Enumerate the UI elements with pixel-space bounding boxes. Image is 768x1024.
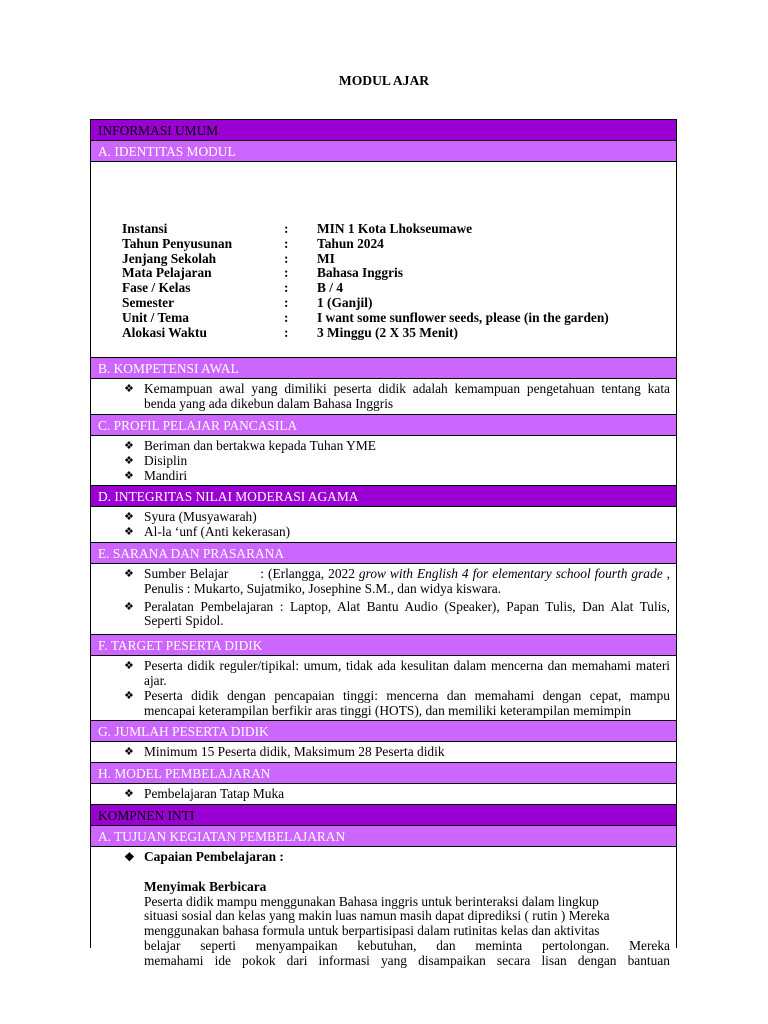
section-model: H. MODEL PEMBELAJARAN — [91, 763, 676, 784]
diamond-bullet-icon: ❖ — [124, 454, 134, 467]
identitas-label: Unit / Tema — [122, 309, 189, 325]
identitas-value: MIN 1 Kota Lhokseumawe — [317, 221, 473, 236]
jumlah-list — [91, 742, 676, 762]
identitas-row — [122, 296, 676, 311]
list-item — [124, 567, 670, 597]
identitas-label: Instansi — [122, 221, 168, 236]
diamond-bullet-icon: ❖ — [124, 511, 134, 524]
section-integritas: D. INTEGRITAS NILAI MODERASI AGAMA — [91, 486, 676, 507]
capaian-paragraph — [124, 895, 670, 969]
list-item-text: Mandiri — [144, 467, 188, 483]
paragraph-line: Peserta didik mampu menggunakan Bahasa inggris untuk berinteraksi dalam lingkup — [144, 893, 599, 909]
identitas-colon: : — [284, 324, 289, 340]
sarana-text: Sumber Belajar : (Erlangga, 2022 — [144, 565, 359, 581]
list-item-text: Kemampuan awal yang dimiliki peserta didik adalah kemampuan pengetahuan tentang kata benda yang ada dikebun dalam Bahasa Inggris — [144, 381, 670, 412]
identitas-row — [122, 222, 676, 237]
section-komponen-inti: KOMPNEN INTI — [91, 805, 676, 826]
identitas-colon: : — [284, 294, 289, 310]
identitas-colon: : — [284, 221, 289, 236]
diamond-bullet-icon: ❖ — [124, 600, 134, 613]
list-item — [124, 454, 670, 469]
sarana-italic-text: grow with English 4 for elementary school fourth grade — [358, 565, 663, 581]
identitas-colon: : — [284, 280, 289, 296]
integritas-list — [91, 507, 676, 542]
list-item-text: Disiplin — [144, 452, 188, 468]
sarana-text: Peralatan Pembelajaran : Laptop, Alat Bantu Audio (Speaker), Papan Tulis, Dan Alat Tulis, Seperti Spidol. — [144, 598, 670, 629]
list-item-text: Pembelajaran Tatap Muka — [144, 786, 285, 802]
identitas-table — [91, 162, 676, 358]
identitas-value: B / 4 — [317, 280, 344, 296]
target-list — [91, 656, 676, 720]
capaian-heading — [124, 850, 670, 865]
identitas-row — [122, 266, 676, 281]
list-item-text: Beriman dan bertakwa kepada Tuhan YME — [144, 437, 376, 453]
identitas-value: Tahun 2024 — [317, 235, 384, 251]
document-title: MODUL AJAR — [338, 73, 430, 88]
identitas-value: MI — [317, 250, 335, 266]
paragraph-line: situasi sosial dan kelas yang makin luas namun masih dapat diprediksi ( rutin ) Mereka — [144, 908, 610, 924]
section-jumlah: G. JUMLAH PESERTA DIDIK — [91, 721, 676, 742]
capaian-subheading: Menyimak Berbicara — [144, 878, 267, 894]
list-item — [124, 382, 670, 412]
diamond-bullet-icon: ❖ — [124, 788, 134, 801]
identitas-label: Mata Pelajaran — [122, 265, 212, 281]
section-tujuan: A. TUJUAN KEGIATAN PEMBELAJARAN — [91, 826, 676, 847]
sarana-text-cont: , Penulis : Mukarto, Sujatmiko, Josephine S.M., dan widya kiswara. — [144, 565, 670, 596]
identitas-label: Jenjang Sekolah — [122, 250, 217, 266]
kompetensi-list — [91, 379, 676, 414]
section-identitas-modul: A. IDENTITAS MODUL — [91, 141, 676, 162]
list-item — [124, 439, 670, 454]
list-item-text: Peserta didik reguler/tipikal: umum, tidak ada kesulitan dalam mencerna dan memahami materi ajar. — [144, 658, 670, 688]
list-item — [124, 745, 670, 760]
paragraph-line: belajar seperti menyampaikan kebutuhan, dan meminta pertolongan. Mereka — [144, 937, 670, 953]
identitas-label: Alokasi Waktu — [122, 324, 207, 340]
diamond-bullet-icon: ❖ — [124, 526, 134, 539]
identitas-colon: : — [284, 235, 289, 251]
identitas-colon: : — [284, 265, 289, 281]
section-informasi-umum: INFORMASI UMUM — [91, 120, 676, 141]
paragraph-line: menggunakan bahasa formula untuk berpartisipasi dalam rutinitas kelas dan aktivitas — [144, 923, 600, 939]
identitas-row — [122, 311, 676, 326]
list-item — [124, 787, 670, 802]
paragraph-line: memahami ide pokok dari informasi yang disampaikan secara lisan dengan bantuan — [144, 952, 670, 968]
identitas-value: 3 Minggu (2 X 35 Menit) — [317, 324, 458, 340]
section-kompetensi-awal: B. KOMPETENSI AWAL — [91, 358, 676, 379]
identitas-value: I want some sunflower seeds, please (in the garden) — [317, 309, 609, 325]
diamond-bullet-icon: ❖ — [124, 439, 134, 452]
identitas-row — [122, 326, 676, 341]
list-item — [124, 525, 670, 540]
diamond-bullet-icon: ❖ — [124, 567, 134, 580]
identitas-value: 1 (Ganjil) — [317, 294, 373, 310]
list-item — [124, 600, 670, 630]
list-item — [124, 659, 670, 689]
identitas-label: Fase / Kelas — [122, 280, 191, 296]
identitas-value: Bahasa Inggris — [317, 265, 403, 281]
list-item — [124, 689, 670, 719]
diamond-bullet-icon: ❖ — [124, 689, 134, 702]
list-item-text: Peserta didik dengan pencapaian tinggi: mencerna dan memahami dengan cepat, mampu mencapai keterampilan berfikir aras tinggi (HOTS), dan memiliki keterampilan memimpin — [144, 687, 670, 718]
capaian-heading-text: Capaian Pembelajaran : — [144, 848, 284, 864]
section-target: F. TARGET PESERTA DIDIK — [91, 635, 676, 656]
identitas-colon: : — [284, 250, 289, 266]
capaian-block — [91, 847, 676, 969]
identitas-colon: : — [284, 309, 289, 325]
diamond-bullet-icon: ❖ — [124, 660, 134, 673]
diamond-bullet-icon: ❖ — [124, 746, 134, 759]
list-item-text: Al-la ‘unf (Anti kekerasan) — [144, 524, 291, 540]
module-table — [90, 119, 677, 968]
model-list — [91, 784, 676, 804]
list-item — [124, 469, 670, 484]
identitas-row — [122, 252, 676, 267]
identitas-row — [122, 237, 676, 252]
list-item-text: Syura (Musyawarah) — [144, 509, 257, 525]
section-profil-pelajar: C. PROFIL PELAJAR PANCASILA — [91, 415, 676, 436]
diamond-bullet-icon: ❖ — [124, 849, 135, 864]
identitas-label: Tahun Penyusunan — [122, 235, 233, 251]
section-sarana: E. SARANA DAN PRASARANA — [91, 543, 676, 564]
diamond-bullet-icon: ❖ — [124, 383, 134, 396]
sarana-list — [91, 564, 676, 634]
identitas-row — [122, 281, 676, 296]
profil-list — [91, 436, 676, 485]
diamond-bullet-icon: ❖ — [124, 469, 134, 482]
list-item — [124, 510, 670, 525]
list-item-text: Minimum 15 Peserta didik, Maksimum 28 Peserta didik — [144, 744, 445, 760]
identitas-label: Semester — [122, 294, 175, 310]
